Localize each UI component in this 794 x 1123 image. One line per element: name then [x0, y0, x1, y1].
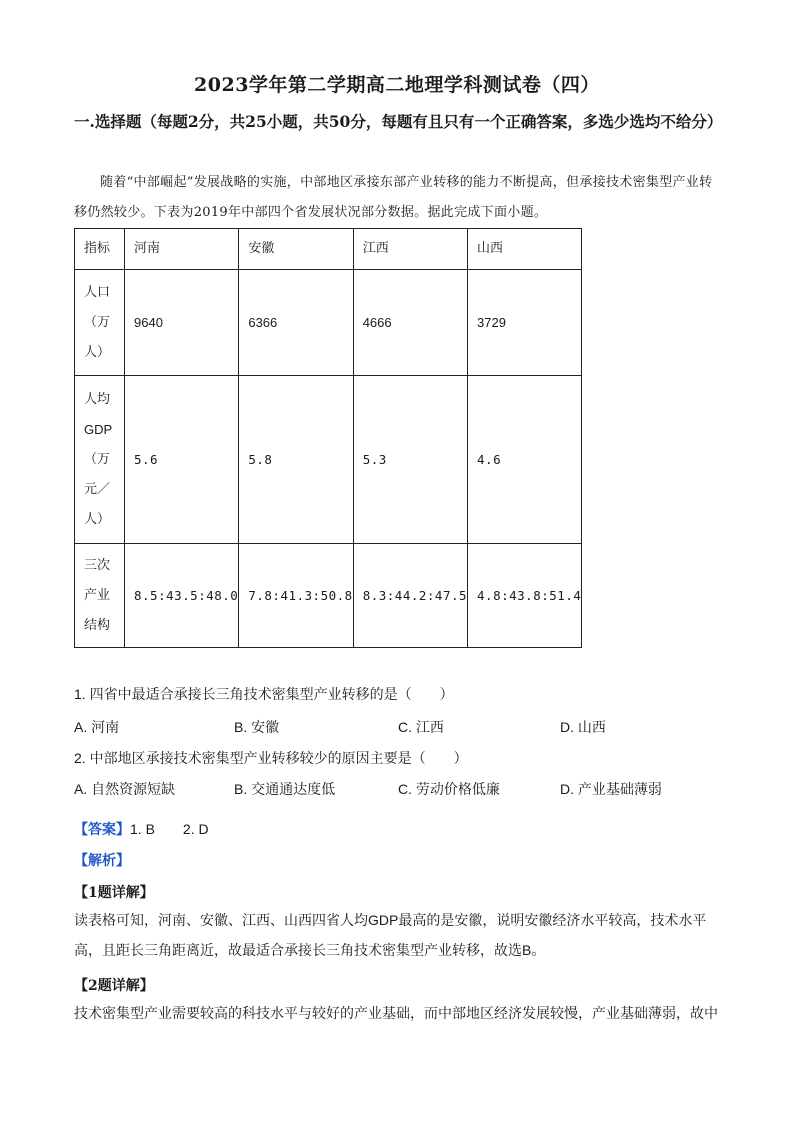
row-label: [75, 270, 125, 376]
header-cell: 河南: [125, 229, 239, 270]
table-cell: 9640: [125, 270, 239, 376]
header-cell: 山西: [468, 229, 582, 270]
option-d: D. 产业基础薄弱: [560, 781, 662, 797]
question-2-stem: 2. 中部地区承接技术密集型产业转移较少的原因主要是（ ）: [74, 750, 468, 766]
row-label-line: 人口: [84, 284, 111, 300]
answer-line: [74, 819, 209, 839]
page-title: 2023学年第二学期高二地理学科测试卷（四）: [194, 74, 600, 96]
row-label: [75, 544, 125, 648]
table-header-row: [75, 229, 582, 270]
answer-tag: 【答案】: [74, 822, 130, 838]
table-cell: 5.8: [239, 376, 353, 544]
option-a: A. 河南: [74, 719, 120, 735]
table-cell: 3729: [468, 270, 582, 376]
option-c: C. 江西: [398, 719, 444, 735]
row-label-line: 人）: [84, 344, 111, 360]
header-cell: 江西: [353, 229, 467, 270]
detail-1-heading: 【1题详解】: [74, 885, 154, 901]
table-cell: 7.8:41.3:50.8: [239, 544, 353, 648]
row-label-line: 人均: [84, 391, 111, 407]
row-label-line: （万: [84, 314, 111, 330]
header-cell: 安徽: [239, 229, 353, 270]
question-1-stem: 1. 四省中最适合承接长三角技术密集型产业转移的是（ ）: [74, 686, 454, 702]
row-label-line: 元／: [84, 481, 111, 497]
option-c: C. 劳动价格低廉: [398, 781, 500, 797]
row-label: [75, 376, 125, 544]
row-label-line: 产业: [84, 587, 111, 603]
intro-paragraph: [74, 168, 724, 228]
option-a: A. 自然资源短缺: [74, 781, 176, 797]
table-cell: 5.3: [353, 376, 467, 544]
row-label-line: GDP: [84, 421, 113, 437]
table-cell: 8.5:43.5:48.0: [125, 544, 239, 648]
table-cell: 6366: [239, 270, 353, 376]
table-row: [75, 270, 582, 376]
detail-1-text: 读表格可知，河南、安徽、江西、山西四省人均GDP最高的是安徽，说明安徽经济水平较高，技术水平高，且距长三角距离近，故最适合承接长三角技术密集型产业转移，故选B。: [74, 912, 707, 958]
detail-2-text: 技术密集型产业需要较高的科技水平与较好的产业基础，而中部地区经济发展较慢，产业基础薄弱，故中: [74, 1005, 718, 1021]
option-b: B. 交通通达度低: [234, 781, 336, 797]
detail-2-heading: 【2题详解】: [74, 978, 154, 994]
row-label-line: （万: [84, 451, 111, 467]
table-row: [75, 544, 582, 648]
table-cell: 5.6: [125, 376, 239, 544]
analysis-tag: 【解析】: [74, 853, 130, 869]
section-heading: 一.选择题（每题2分，共25小题，共50分，每题有且只有一个正确答案，多选少选均不给分）: [74, 112, 723, 131]
answer-text: 1. B 2. D: [130, 821, 209, 837]
province-data-table: [74, 228, 582, 648]
table-cell: 4.8:43.8:51.4: [468, 544, 582, 648]
option-b: B. 安徽: [234, 719, 280, 735]
table-cell: 8.3:44.2:47.5: [353, 544, 467, 648]
intro-text: 随着“中部崛起”发展战略的实施，中部地区承接东部产业转移的能力不断提高，但承接技术密集型产业转移仍然较少。下表为2019年中部四个省发展状况部分数据。据此完成下面小题。: [74, 175, 713, 220]
table-cell: 4666: [353, 270, 467, 376]
row-label-line: 人）: [84, 511, 111, 527]
table-cell: 4.6: [468, 376, 582, 544]
row-label-line: 三次: [84, 557, 111, 573]
row-label-line: 结构: [84, 617, 111, 633]
table-row: [75, 376, 582, 544]
header-cell: 指标: [75, 229, 125, 270]
option-d: D. 山西: [560, 719, 606, 735]
